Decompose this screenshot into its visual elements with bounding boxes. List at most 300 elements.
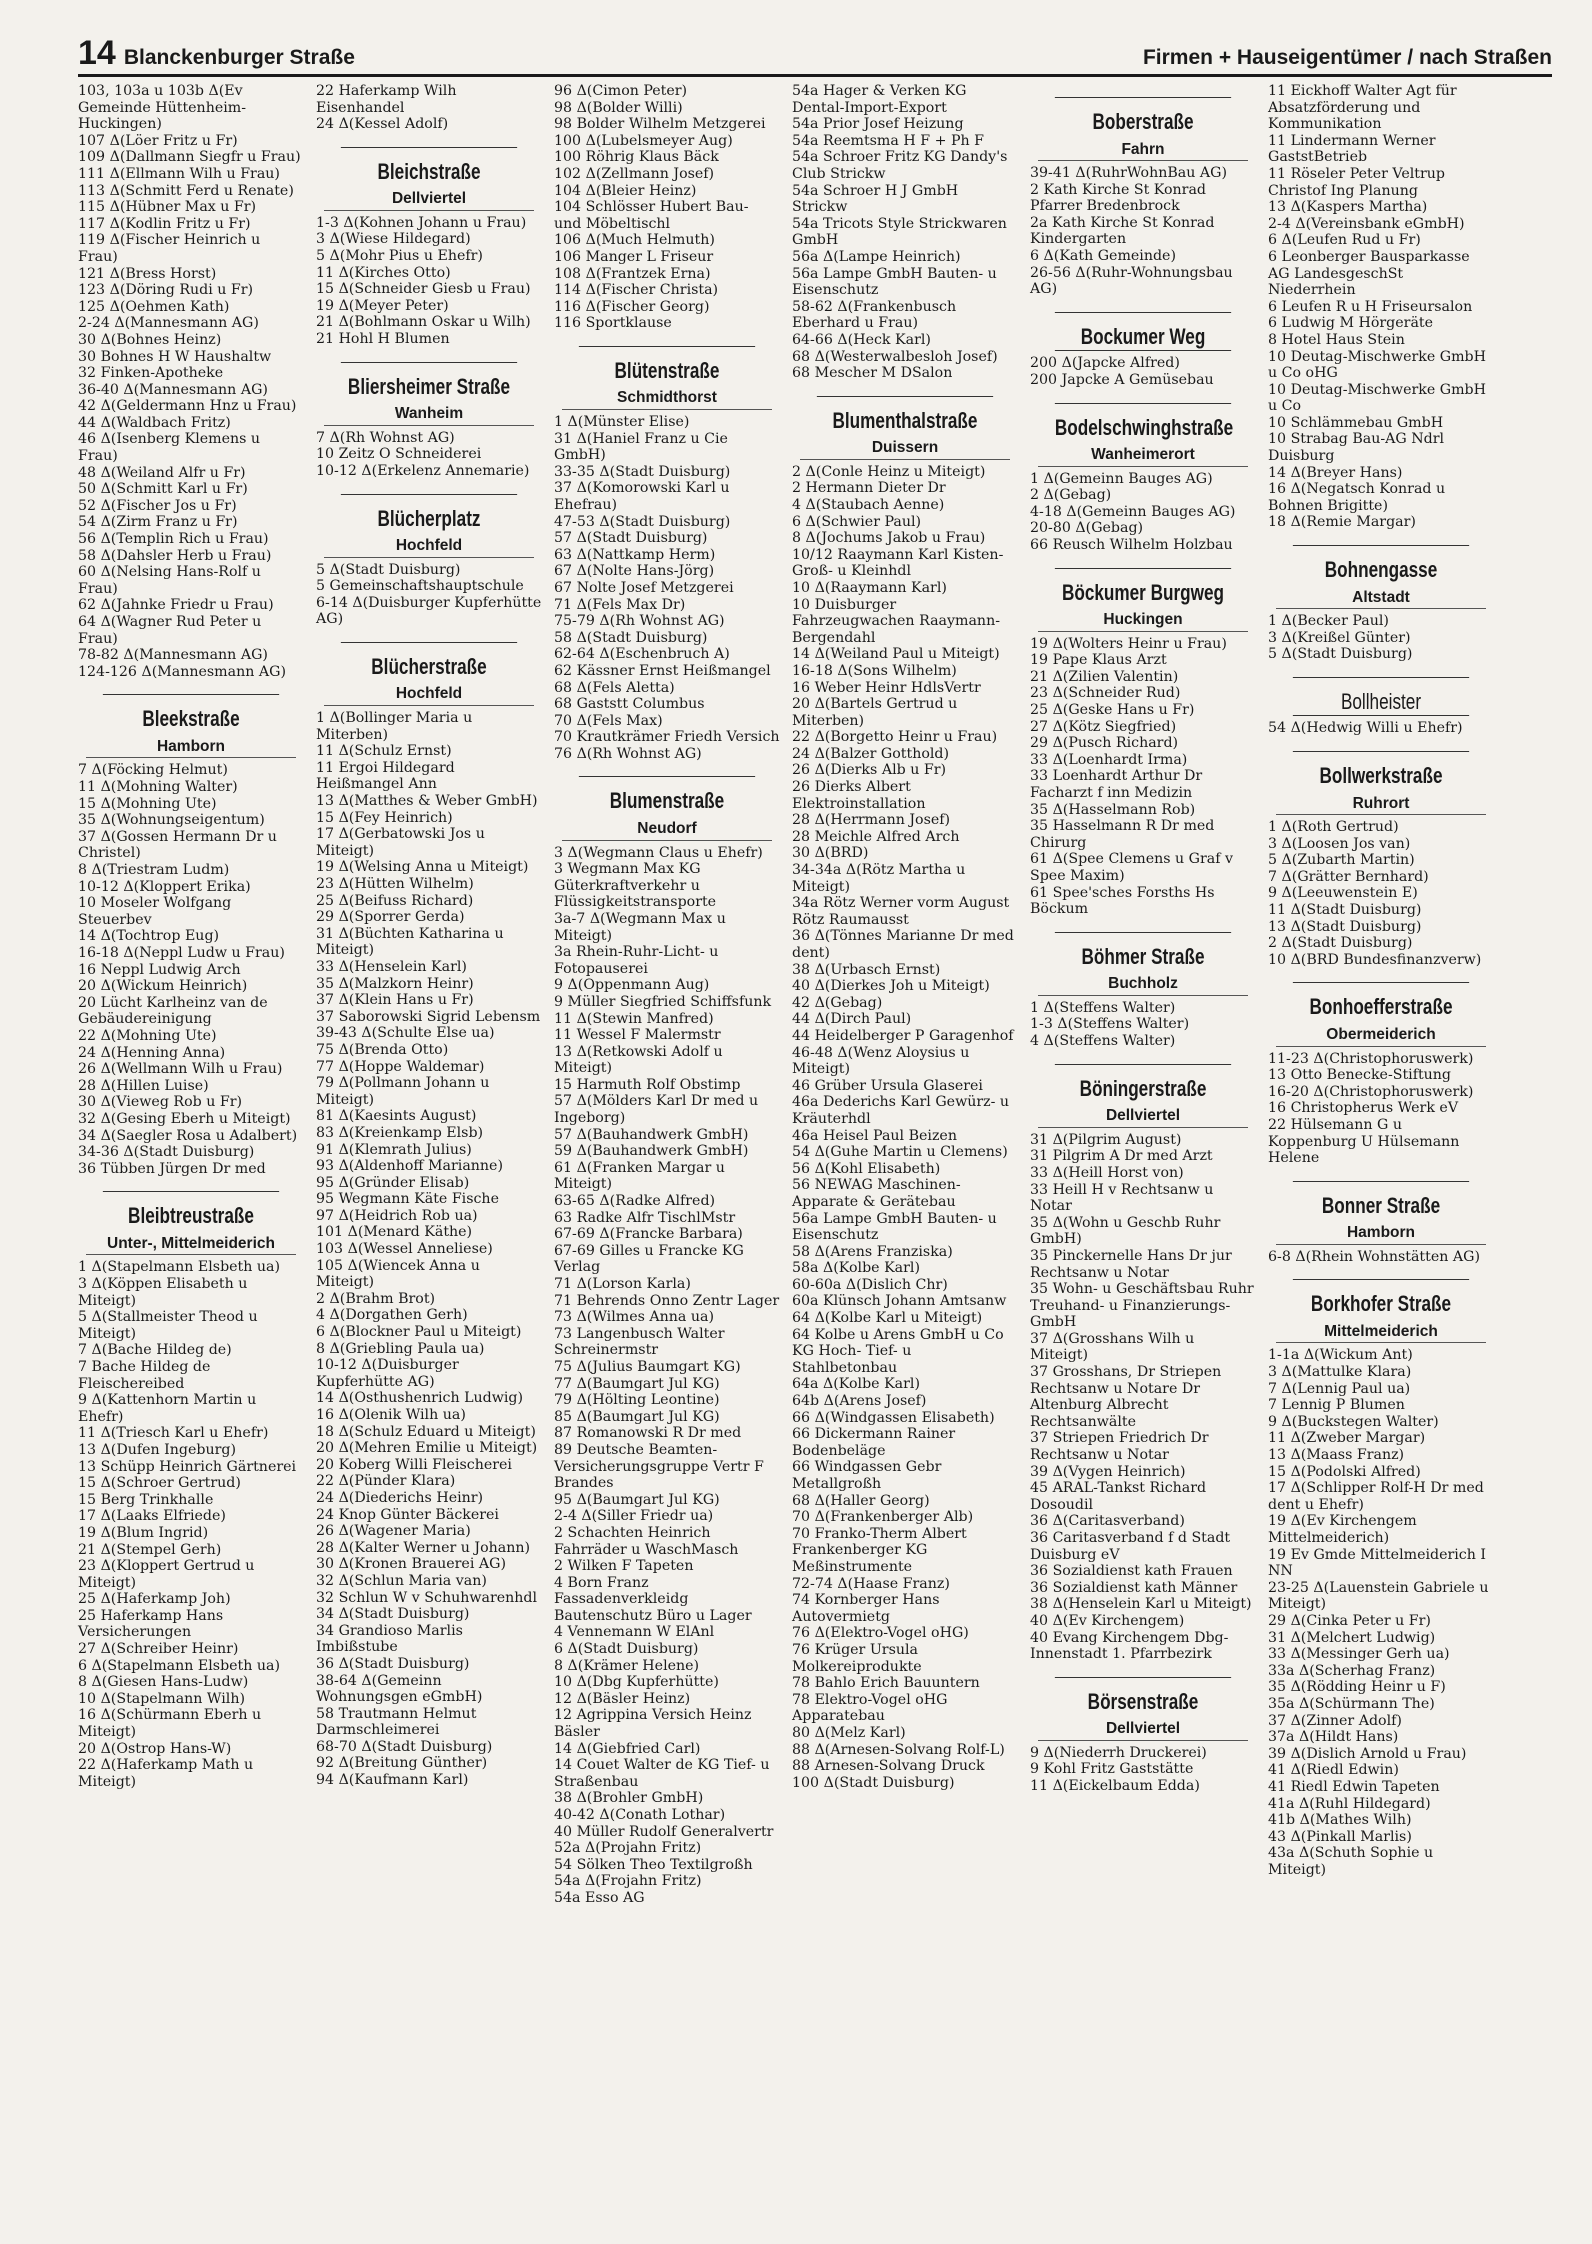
address-entry: 22 Δ(Borgetto Heinr u Frau) [792, 729, 998, 746]
address-entry: 45 ARAL-Tankst Richard Dosoudil [1030, 1480, 1207, 1513]
address-entry: 100 Röhrig Klaus Bäck [554, 149, 719, 166]
address-entry: 31 Δ(Büchten Katharina u Miteigt) [316, 925, 504, 959]
address-entry: 107 Δ(Löer Fritz u Fr) [78, 132, 238, 149]
address-entry: 37a Δ(Hildt Hans) [1268, 1729, 1399, 1746]
address-entry: 19 Δ(Blum Ingrid) [78, 1524, 209, 1541]
address-entry: 76 Krüger Ursula Molkereiprodukte [792, 1641, 922, 1675]
address-entry: 33 Δ(Heill Horst von) [1030, 1164, 1184, 1181]
address-entry: 4 Vennemann W ElAnl [554, 1624, 715, 1641]
address-entry: 38 Δ(Henselein Karl u Miteigt) [1030, 1596, 1252, 1613]
address-entry: 36 Δ(Stadt Duisburg) [316, 1655, 470, 1672]
address-entry: 1-1a Δ(Wickum Ant) [1268, 1347, 1413, 1364]
address-entry: 109 Δ(Dallmann Siegfr u Frau) [78, 149, 301, 166]
address-entry: 37 Δ(Gossen Hermann Dr u Christel) [78, 828, 277, 862]
address-entry: 30 Δ(Vieweg Rob u Fr) [78, 1094, 243, 1111]
address-entry: 24 Δ(Kessel Adolf) [316, 116, 449, 133]
address-entry: 12 Δ(Bäsler Heinz) [554, 1690, 691, 1707]
address-entry: 21 Δ(Zilien Valentin) [1030, 668, 1179, 685]
address-entry: 2a Kath Kirche St Konrad Kindergarten [1030, 214, 1215, 248]
address-entry: 92 Δ(Breitung Günther) [316, 1755, 488, 1772]
address-entry: 3 Δ(Mattulke Klara) [1268, 1364, 1412, 1381]
address-entry: 10 Δ(Stapelmann Wilh) [78, 1690, 246, 1707]
address-entry: 124-126 Δ(Mannesmann AG) [78, 663, 286, 680]
address-entry: 23 Δ(Hütten Wilhelm) [316, 876, 474, 892]
address-entry: 48 Δ(Weiland Alfr u Fr) [78, 464, 246, 481]
district-heading: Duissern [800, 440, 1010, 460]
address-entry: 40 Δ(Dierkes Joh u Miteigt) [792, 978, 990, 995]
address-entry: 14 Δ(Osthushenrich Ludwig) [316, 1390, 524, 1407]
address-entry: 37 Saborowski Sigrid Lebensm [316, 1008, 541, 1025]
address-entry: 26-56 Δ(Ruhr-Wohnungsbau AG) [1030, 264, 1233, 298]
address-entry: 23 Δ(Schneider Rud) [1030, 685, 1181, 702]
address-entry: 6 Δ(Stapelmann Elsbeth ua) [78, 1657, 281, 1674]
address-entry: 40 Müller Rudolf Generalvertr [554, 1823, 774, 1840]
address-entry: 32 Finken-Apotheke [78, 365, 224, 382]
address-entry: 5 Δ(Zubarth Martin) [1268, 852, 1415, 869]
address-entry: 2 Δ(Stadt Duisburg) [1268, 935, 1413, 952]
street-section [1030, 1064, 1256, 1663]
address-entry: 54a Reemtsma H F + Ph F [792, 132, 985, 149]
street-heading: Börsenstraße [1055, 1677, 1231, 1716]
address-entry: 11 Δ(Triesch Karl u Ehefr) [78, 1425, 269, 1442]
address-entry: 2-4 Δ(Vereinsbank eGmbH) [1268, 215, 1465, 232]
address-entry: 11 Δ(Mohning Walter) [78, 779, 238, 796]
district-heading: Altstadt [1276, 590, 1486, 610]
address-entry: 15 Δ(Fey Heinrich) [316, 809, 453, 826]
address-entry: 104 Schlösser Hubert Bau- und Möbeltischl [554, 199, 749, 232]
address-entry: 58 Δ(Dahsler Herb u Frau) [78, 547, 272, 564]
address-entry: 113 Δ(Schmitt Ferd u Renate) [78, 182, 294, 199]
address-entry: 4-18 Δ(Gemeinn Bauges AG) [1030, 503, 1236, 520]
address-entry: 14 Couet Walter de KG Tief- u Straßenbau [554, 1757, 770, 1790]
address-entry: 116 Δ(Fischer Georg) [554, 298, 710, 315]
address-entry: 27 Δ(Schreiber Heinr) [78, 1641, 239, 1658]
address-entry: 10-12 Δ(Kloppert Erika) [78, 878, 251, 895]
address-entry: 11 Δ(Schulz Ernst) [316, 743, 452, 760]
address-entry: 91 Δ(Klemrath Julius) [316, 1141, 472, 1158]
address-entry: 10 Schlämmebau GmbH [1268, 414, 1444, 431]
address-entry: 36 Sozialdienst kath Frauen [1030, 1563, 1233, 1580]
address-entry: 115 Δ(Hübner Max u Fr) [78, 199, 257, 216]
street-section [1030, 1677, 1256, 1795]
address-entry: 17 Δ(Gerbatowski Jos u Miteigt) [316, 826, 485, 859]
address-entry: 13 Δ(Kaspers Martha) [1268, 199, 1428, 216]
address-entry: 54 Δ(Guhe Martin u Clemens) [792, 1144, 1008, 1161]
address-entry: 56a Lampe GmbH Bauten- u Eisenschutz [792, 265, 997, 299]
address-entry: 7 Δ(Grätter Bernhard) [1268, 868, 1429, 885]
street-section [1268, 677, 1494, 737]
address-entry: 105 Δ(Wiencek Anna u Miteigt) [316, 1257, 480, 1291]
address-entry: 4 Born Franz Fassadenverkleidg Bautenschutz Büro u Lager [554, 1574, 752, 1624]
address-entry: 16-18 Δ(Sons Wilhelm) [792, 662, 957, 679]
address-entry: 66 Dickermann Rainer Bodenbeläge [792, 1426, 956, 1459]
address-entry: 26 Dierks Albert Elektroinstallation [792, 779, 926, 812]
street-heading: Bollheister [1293, 677, 1469, 717]
address-entry: 63 Δ(Nattkamp Herm) [554, 546, 716, 563]
address-entry: 9 Müller Siegfried Schiffsfunk [554, 993, 772, 1010]
address-entry: 1 Δ(Bollinger Maria u Miterben) [316, 710, 473, 743]
address-entry: 40 Δ(Ev Kirchengem) [1030, 1612, 1185, 1629]
district-heading: Wanheimerort [1038, 447, 1248, 467]
address-entry: 16 Δ(Negatsch Konrad u Bohnen Brigitte) [1268, 481, 1446, 514]
address-entry: 20 Koberg Willi Fleischerei [316, 1456, 512, 1473]
address-entry: 60a Klünsch Johann Amtsanw [792, 1293, 1007, 1310]
address-entry: 6-14 Δ(Duisburger Kupferhütte AG) [316, 594, 542, 628]
street-heading: Böningerstraße [1055, 1064, 1231, 1103]
district-heading: Obermeiderich [1276, 1027, 1486, 1047]
address-entry: 10 Δ(Dbg Kupferhütte) [554, 1674, 719, 1691]
address-entry: 56 Δ(Templin Rich u Frau) [78, 531, 269, 548]
street-heading: Borkhofer Straße [1293, 1279, 1469, 1318]
address-entry: 6 Ludwig M Hörgeräte [1268, 315, 1433, 332]
address-entry: 19 Ev Gmde Mittelmeiderich I NN [1268, 1546, 1487, 1580]
street-section [792, 396, 1018, 1792]
address-entry: 22 Δ(Haferkamp Math u Miteigt) [78, 1757, 254, 1790]
address-entry: 70 Δ(Fels Max) [554, 712, 663, 729]
address-entry: 22 Haferkamp Wilh Eisenhandel [316, 83, 457, 116]
address-entry: 71 Δ(Fels Max Dr) [554, 596, 686, 613]
address-entry: 37 Grosshans, Dr Striepen Rechtsanw u Notare Dr Altenburg Albrecht Rechtsanwälte [1030, 1364, 1222, 1430]
street-section [1030, 312, 1256, 389]
street-heading: Blücherplatz [341, 494, 517, 533]
address-entry: 101 Δ(Menard Käthe) [316, 1224, 473, 1241]
address-entry: 10 Zeitz O Schneiderei [316, 446, 482, 463]
address-entry: 43 Δ(Pinkall Marlis) [1268, 1828, 1412, 1845]
address-entry: 72-74 Δ(Haase Franz) [792, 1575, 950, 1592]
address-entry: 20 Δ(Wickum Heinrich) [78, 978, 248, 995]
address-entry: 22 Δ(Pünder Klara) [316, 1473, 456, 1490]
address-entry: 9 Kohl Fritz Gaststätte [1030, 1761, 1194, 1778]
street-heading: Blumenthalstraße [817, 396, 993, 435]
address-entry: 56 Δ(Kohl Elisabeth) [792, 1160, 941, 1177]
address-entry: 11 Δ(Zweber Margar) [1268, 1430, 1426, 1447]
address-entry: 6 Leonberger Bausparkasse AG LandesgeschSt Niederrhein [1268, 248, 1470, 299]
address-entry: 36 Tübben Jürgen Dr med [78, 1160, 266, 1177]
address-entry: 22 Δ(Mohning Ute) [78, 1027, 217, 1044]
street-section [554, 776, 780, 1906]
section-title: Firmen + Hauseigentümer / nach Straßen [1142, 46, 1552, 69]
address-entry: 28 Δ(Kalter Werner u Johann) [316, 1539, 531, 1556]
address-entry: 56 NEWAG Maschinen-Apparate & Gerätebau [792, 1177, 961, 1210]
district-heading: Hamborn [86, 739, 296, 759]
address-entry: 37 Δ(Zinner Adolf) [1268, 1712, 1402, 1729]
address-entry: 35 Δ(Rödding Heinr u F) [1268, 1679, 1446, 1696]
address-entry: 25 Δ(Geske Hans u Fr) [1030, 702, 1195, 719]
district-heading: Hamborn [1276, 1225, 1486, 1245]
street-heading: Blumenstraße [579, 776, 755, 815]
address-entry: 75 Δ(Julius Baumgart KG) [554, 1358, 741, 1375]
address-entry: 64 Δ(Wagner Rud Peter u Frau) [78, 614, 262, 647]
address-entry: 32 Schlun W v Schuhwarenhdl [316, 1589, 538, 1606]
address-entry: 13 Δ(Matthes & Weber GmbH) [316, 793, 538, 810]
address-entry: 21 Δ(Bohlmann Oskar u Wilh) [316, 314, 531, 331]
address-entry: 2-24 Δ(Mannesmann AG) [78, 315, 259, 332]
address-entry: 30 Bohnes H W Haushaltw [78, 348, 272, 365]
address-entry: 11 Lindermann Werner GaststBetrieb [1268, 132, 1436, 166]
address-entry: 27 Δ(Kötz Siegfried) [1030, 718, 1177, 735]
address-entry: 33 Δ(Messinger Gerh ua) [1268, 1646, 1450, 1663]
address-entry: 87 Romanowski R Dr med [554, 1425, 742, 1442]
address-entry: 16 Δ(Schürmann Eberh u Miteigt) [78, 1707, 262, 1741]
address-entry: 34-36 Δ(Stadt Duisburg) [78, 1144, 255, 1161]
address-entry: 14 Δ(Weiland Paul u Miteigt) [792, 646, 1000, 663]
street-section [792, 83, 1018, 382]
address-entry: 15 Δ(Podolski Alfred) [1268, 1463, 1421, 1480]
address-entry: 54a Prior Josef Heizung [792, 116, 964, 133]
street-section [316, 494, 542, 628]
street-heading: Böckumer Burgweg [1055, 568, 1231, 607]
address-entry: 15 Δ(Schneider Giesb u Frau) [316, 281, 531, 298]
address-entry: 61 Δ(Spee Clemens u Graf v Spee Maxim) [1030, 851, 1234, 884]
directory-column [1030, 83, 1256, 1907]
address-entry: 58 Δ(Stadt Duisburg) [554, 629, 708, 646]
address-entry: 10 Deutag-Mischwerke GmbH u Co [1268, 381, 1487, 415]
address-entry: 54 Δ(Zirm Franz u Fr) [78, 514, 238, 531]
address-entry: 70 Franko-Therm Albert Frankenberger KG Meßinstrumente [792, 1525, 967, 1575]
address-entry: 9 Δ(Oppenmann Aug) [554, 977, 710, 994]
street-section [78, 694, 304, 1177]
street-heading: Blücherstraße [341, 642, 517, 681]
address-entry: 33a Δ(Scherhag Franz) [1268, 1662, 1436, 1679]
address-entry: 44 Δ(Waldbach Fritz) [78, 414, 231, 431]
address-entry: 70 Krautkrämer Friedh Versich [554, 729, 780, 746]
address-entry: 20-80 Δ(Gebag) [1030, 520, 1144, 537]
address-entry: 21 Δ(Stempel Gerh) [78, 1541, 222, 1558]
address-entry: 11 Δ(Eickelbaum Edda) [1030, 1778, 1200, 1795]
page-title: Blanckenburger Straße [123, 45, 355, 69]
address-entry: 24 Δ(Diederichs Heinr) [316, 1489, 484, 1506]
address-entry: 32 Δ(Gesing Eberh u Miteigt) [78, 1110, 291, 1127]
address-entry: 57 Δ(Bauhandwerk GmbH) [554, 1126, 749, 1143]
address-entry: 19 Δ(Welsing Anna u Miteigt) [316, 859, 529, 876]
page-number: 14 [78, 34, 116, 72]
street-section [316, 642, 542, 1789]
district-heading: Unter-, Mittelmeiderich [86, 1236, 296, 1256]
address-entry: 37 Δ(Komorowski Karl u Ehefrau) [554, 480, 730, 513]
address-entry: 95 Δ(Gründer Elisab) [316, 1174, 470, 1191]
district-heading: Schmidthorst [562, 390, 772, 410]
address-entry: 46-48 Δ(Wenz Aloysius u Miteigt) [792, 1044, 970, 1078]
address-entry: 77 Δ(Hoppe Waldemar) [316, 1058, 485, 1075]
directory-column [792, 83, 1018, 1907]
address-entry: 52a Δ(Projahn Fritz) [554, 1840, 702, 1857]
district-heading: Neudorf [562, 821, 772, 841]
address-entry: 54a Schroer Fritz KG Dandy's Club Strickw [792, 149, 1008, 182]
address-entry: 54 Sölken Theo Textilgroßh [554, 1856, 753, 1873]
street-section [1268, 83, 1494, 531]
street-heading: Böhmer Straße [1055, 932, 1231, 971]
address-entry: 62 Kässner Ernst Heißmangel [554, 662, 771, 679]
address-entry: 26 Δ(Dierks Alb u Fr) [792, 762, 947, 779]
address-entry: 31 Δ(Haniel Franz u Cie GmbH) [554, 430, 728, 464]
address-entry: 200 Japcke A Gemüsebau [1030, 371, 1214, 388]
address-entry: 97 Δ(Heidrich Rob ua) [316, 1207, 478, 1224]
street-heading: Bleibtreustraße [103, 1191, 279, 1230]
address-entry: 6-8 Δ(Rhein Wohnstätten AG) [1268, 1248, 1480, 1265]
address-entry: 16 Weber Heinr HdlsVertr [792, 679, 981, 696]
address-entry: 56a Δ(Lampe Heinrich) [792, 248, 961, 265]
address-entry: 88 Δ(Arnesen-Solvang Rolf-L) [792, 1741, 1005, 1758]
address-entry: 100 Δ(Stadt Duisburg) [792, 1774, 955, 1791]
address-entry: 35a Δ(Schürmann The) [1268, 1695, 1435, 1712]
address-entry: 41 Δ(Riedl Edwin) [1268, 1762, 1399, 1779]
address-entry: 46a Heisel Paul Beizen [792, 1127, 957, 1144]
address-entry: 78 Elektro-Vogel oHG Apparatebau [792, 1691, 948, 1725]
address-entry: 74 Kornberger Hans Autovermietg [792, 1592, 940, 1625]
address-entry: 40 Evang Kirchengem Dbg-Innenstadt 1. Pfarrbezirk [1030, 1629, 1229, 1663]
address-entry: 8 Hotel Haus Stein [1268, 331, 1405, 348]
address-entry: 11-23 Δ(Christophoruswerk) [1268, 1050, 1474, 1067]
address-entry: 31 Δ(Pilgrim August) [1030, 1131, 1182, 1148]
address-entry: 1 Δ(Münster Elise) [554, 414, 690, 430]
address-entry: 8 Δ(Giesen Hans-Ludw) [78, 1674, 249, 1691]
address-entry: 11 Röseler Peter Veltrup Christof Ing Planung [1268, 165, 1445, 199]
address-entry: 15 Berg Trinkhalle [78, 1491, 214, 1508]
address-entry: 95 Wegmann Käte Fische [316, 1191, 499, 1208]
street-section [1030, 568, 1256, 918]
street-section [554, 346, 780, 763]
district-heading: Wanheim [324, 406, 534, 426]
address-entry: 7 Lennig P Blumen [1268, 1397, 1405, 1414]
directory-column [316, 83, 542, 1907]
address-entry: 68 Gaststt Columbus [554, 696, 705, 713]
address-entry: 88 Arnesen-Solvang Druck [792, 1758, 985, 1775]
address-entry: 21 Hohl H Blumen [316, 331, 450, 348]
address-entry: 40-42 Δ(Conath Lothar) [554, 1807, 726, 1823]
street-section [1030, 932, 1256, 1050]
address-entry: 5 Gemeinschaftshauptschule [316, 578, 524, 595]
address-entry: 24 Knop Günter Bäckerei [316, 1506, 499, 1523]
address-entry: 20 Lücht Karlheinz van de Gebäudereinigung [78, 994, 268, 1028]
address-entry: 24 Δ(Henning Anna) [78, 1044, 226, 1061]
address-entry: 33 Heill H v Rechtsanw u Notar [1030, 1181, 1214, 1215]
address-entry: 1-3 Δ(Kohnen Johann u Frau) [316, 214, 527, 231]
address-entry: 36 Caritasverband f d Stadt Duisburg eV [1030, 1530, 1231, 1563]
address-entry: 39 Δ(Dislich Arnold u Frau) [1268, 1745, 1467, 1762]
address-entry: 79 Δ(Pollmann Johann u Miteigt) [316, 1075, 490, 1108]
address-entry: 67-69 Δ(Francke Barbara) [554, 1226, 743, 1243]
street-section [1268, 1181, 1494, 1266]
address-entry: 8 Δ(Triestram Ludm) [78, 862, 230, 879]
address-entry: 3a Rhein-Ruhr-Licht- u Fotopauserei [554, 944, 719, 977]
address-entry: 2 Schachten Heinrich Fahrräder u WaschMasch [554, 1524, 739, 1558]
address-entry: 35 Δ(Hasselmann Rob) [1030, 801, 1196, 818]
address-entry: 2 Δ(Brahm Brot) [316, 1290, 436, 1307]
address-entry: 15 Δ(Mohning Ute) [78, 795, 217, 812]
address-entry: 6 Δ(Kath Gemeinde) [1030, 248, 1176, 265]
address-entry: 16-20 Δ(Christophoruswerk) [1268, 1083, 1474, 1100]
address-entry: 8 Δ(Krämer Helene) [554, 1657, 700, 1674]
address-entry: 37 Δ(Klein Hans u Fr) [316, 992, 474, 1009]
district-heading: Mittelmeiderich [1276, 1324, 1486, 1344]
address-entry: 63-65 Δ(Radke Alfred) [554, 1193, 716, 1210]
address-entry: 29 Δ(Sporrer Gerda) [316, 909, 465, 926]
address-entry: 7 Bache Hildeg de Fleischereibed [78, 1358, 211, 1392]
address-entry: 23-25 Δ(Lauenstein Gabriele u Miteigt) [1268, 1579, 1489, 1613]
address-entry: 3a-7 Δ(Wegmann Max u Miteigt) [554, 910, 726, 944]
address-entry: 13 Otto Benecke-Stiftung [1268, 1067, 1452, 1084]
address-entry: 20 Δ(Ostrop Hans-W) [78, 1740, 232, 1757]
street-heading: Bonhoefferstraße [1293, 982, 1469, 1021]
address-entry: 54 Δ(Hedwig Willi u Ehefr) [1268, 720, 1463, 737]
address-entry: 1 Δ(Steffens Walter) [1030, 999, 1176, 1016]
address-entry: 9 Δ(Leeuwenstein E) [1268, 885, 1418, 902]
address-entry: 3 Δ(Wiese Hildegard) [316, 231, 471, 248]
address-entry: 29 Δ(Pusch Richard) [1030, 735, 1179, 752]
address-entry: 10/12 Raaymann Karl Kisten-Groß- u Kleinhdl [792, 546, 1004, 580]
street-section [1268, 982, 1494, 1166]
address-entry: 14 Δ(Giebfried Carl) [554, 1740, 701, 1757]
address-entry: 106 Δ(Much Helmuth) [554, 232, 715, 249]
address-entry: 60-60a Δ(Dislich Chr) [792, 1276, 948, 1293]
address-entry: 64b Δ(Arens Josef) [792, 1393, 927, 1410]
address-entry: 3 Δ(Wegmann Claus u Ehefr) [554, 844, 763, 861]
address-entry: 94 Δ(Kaufmann Karl) [316, 1772, 469, 1789]
street-heading: Boberstraße [1055, 97, 1231, 136]
address-entry: 125 Δ(Oehmen Kath) [78, 298, 230, 315]
address-entry: 9 Δ(Niederrh Druckerei) [1030, 1744, 1207, 1761]
address-entry: 35 Δ(Wohn u Geschb Ruhr GmbH) [1030, 1214, 1221, 1248]
district-heading: Fahrn [1038, 142, 1248, 162]
address-entry: 13 Δ(Dufen Ingeburg) [78, 1441, 236, 1458]
district-heading: Hochfeld [324, 538, 534, 558]
address-entry: 10-12 Δ(Duisburger Kupferhütte AG) [316, 1357, 459, 1390]
address-entry: 73 Langenbusch Walter Schreinermstr [554, 1325, 725, 1359]
address-entry: 62-64 Δ(Eschenbruch A) [554, 646, 730, 663]
address-entry: 7 Δ(Rh Wohnst AG) [316, 429, 455, 446]
address-entry: 76 Δ(Rh Wohnst AG) [554, 745, 702, 762]
street-section [316, 83, 542, 133]
address-entry: 119 Δ(Fischer Heinrich u Frau) [78, 232, 261, 265]
address-entry: 68 Δ(Westerwalbesloh Josef) [792, 348, 998, 365]
street-section [316, 362, 542, 480]
address-entry: 46a Dederichs Karl Gewürz- u Kräuterhdl [792, 1094, 1010, 1127]
address-entry: 67 Nolte Josef Metzgerei [554, 579, 734, 596]
street-section [554, 83, 780, 332]
address-entry: 14 Δ(Breyer Hans) [1268, 464, 1403, 481]
address-entry: 60 Δ(Nelsing Hans-Rolf u Frau) [78, 564, 261, 597]
address-entry: 22 Hülsemann G u Koppenburg U Hülsemann Helene [1268, 1116, 1460, 1167]
address-entry: 95 Δ(Baumgart Jul KG) [554, 1491, 720, 1508]
address-entry: 68 Mescher M DSalon [792, 365, 953, 382]
address-entry: 17 Δ(Schlipper Rolf-H Dr med dent u Ehefr) [1268, 1480, 1484, 1513]
street-section [1268, 545, 1494, 663]
street-heading: Bleichstraße [341, 147, 517, 186]
district-heading: Dellviertel [324, 191, 534, 211]
address-entry: 103, 103a u 103b Δ(Ev Gemeinde Hüttenheim-Huckingen) [78, 83, 247, 133]
address-entry: 36-40 Δ(Mannesmann AG) [78, 381, 268, 398]
address-entry: 114 Δ(Fischer Christa) [554, 282, 719, 299]
address-entry: 18 Δ(Remie Margar) [1268, 514, 1416, 531]
address-entry: 116 Sportklause [554, 315, 672, 332]
address-entry: 29 Δ(Cinka Peter u Fr) [1268, 1612, 1431, 1629]
address-entry: 61 Δ(Franken Margar u Miteigt) [554, 1159, 725, 1193]
address-entry: 11 Ergoi Hildegard Heißmangel Ann [316, 759, 455, 793]
address-entry: 10 Strabag Bau-AG Ndrl Duisburg [1268, 431, 1445, 465]
address-entry: 123 Δ(Döring Rudi u Fr) [78, 282, 254, 299]
address-entry: 2 Kath Kirche St Konrad Pfarrer Bredenbrock [1030, 181, 1206, 215]
address-entry: 111 Δ(Ellmann Wilh u Frau) [78, 165, 280, 182]
address-entry: 121 Δ(Bress Horst) [78, 265, 217, 282]
address-entry: 16 Δ(Olenik Wilh ua) [316, 1407, 466, 1423]
address-entry: 31 Δ(Melchert Ludwig) [1268, 1629, 1436, 1646]
address-entry: 47-53 Δ(Stadt Duisburg) [554, 513, 731, 530]
address-entry: 78 Bahlo Erich Bauuntern [792, 1675, 980, 1692]
address-entry: 41 Riedl Edwin Tapeten [1268, 1778, 1440, 1795]
address-entry: 39-41 Δ(RuhrWohnBau AG) [1030, 165, 1228, 182]
address-entry: 46 Δ(Isenberg Klemens u Frau) [78, 431, 261, 465]
address-entry: 11 Eickhoff Walter Agt für Absatzförderung und Kommunikation [1268, 83, 1457, 133]
